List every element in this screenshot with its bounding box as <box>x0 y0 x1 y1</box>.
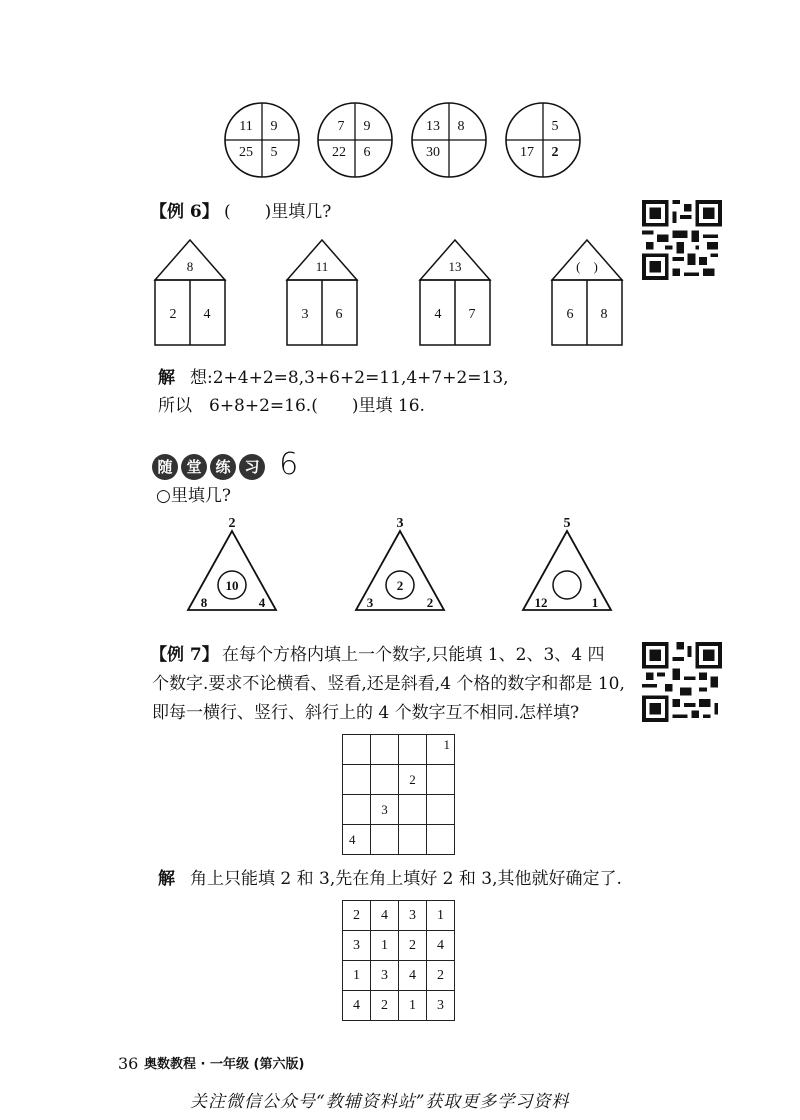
example-7-solution-label: 解 <box>158 869 175 889</box>
grid-cell <box>343 795 371 825</box>
practice-number: 6 <box>279 447 299 482</box>
answer-grid-cell: 2 <box>427 961 455 991</box>
house-4-right: 8 <box>600 307 608 322</box>
triangle-3 <box>523 516 611 610</box>
number-circles <box>0 95 800 185</box>
house-3-right: 7 <box>468 307 476 322</box>
grid-cell <box>343 735 371 765</box>
grid-cell <box>343 765 371 795</box>
triangle-1 <box>188 516 276 610</box>
triangle-3-br: 1 <box>591 595 599 610</box>
grid-cell <box>399 735 427 765</box>
grid-cell: 2 <box>399 765 427 795</box>
grid-cell: 4 <box>343 825 371 855</box>
answer-grid-cell: 4 <box>399 961 427 991</box>
circle-4-br: 2 <box>551 145 559 160</box>
triangle-2-bl: 3 <box>366 595 374 610</box>
grid-row <box>343 765 455 795</box>
grid-cell <box>371 765 399 795</box>
page-number: 36 <box>118 1054 139 1073</box>
answer-grid-cell: 1 <box>399 991 427 1021</box>
triangle-1-center: 10 <box>225 578 239 593</box>
answer-grid-cell: 4 <box>371 901 399 931</box>
house-2-left: 3 <box>301 307 309 322</box>
house-3-left: 4 <box>434 307 442 322</box>
answer-grid-cell: 3 <box>343 931 371 961</box>
answer-grid-row <box>343 991 455 1021</box>
circle-puzzle-1 <box>225 103 299 177</box>
grid-cell <box>427 765 455 795</box>
circle-1-tr: 9 <box>270 119 278 134</box>
practice-heading <box>152 447 299 482</box>
example-6-label: 【例 6】 <box>150 202 219 222</box>
circle-2-tr: 9 <box>363 119 371 134</box>
practice-badge-3: 练 <box>210 454 236 480</box>
circle-2-br: 6 <box>363 145 371 160</box>
house-1-left: 2 <box>169 307 177 322</box>
circle-1-br: 5 <box>270 145 278 160</box>
grid-row <box>343 795 455 825</box>
answer-grid-cell: 4 <box>343 991 371 1021</box>
example-6-solution-line2: 所以 6+8+2=16.( )里填 16. <box>158 396 425 416</box>
houses-figure <box>0 235 800 350</box>
answer-grid-cell: 1 <box>371 931 399 961</box>
circle-3-bl: 30 <box>426 145 440 160</box>
circle-1-bl: 25 <box>239 145 253 160</box>
book-title: 奥数教程 · 一年级 (第六版) <box>144 1057 305 1072</box>
example-6-solution-line1: 想:2+4+2=8,3+6+2=11,4+7+2=13, <box>190 368 509 388</box>
circle-puzzle-3 <box>412 103 486 177</box>
example-7-line2: 个数字.要求不论横看、竖看,还是斜看,4 个格的数字和都是 10, <box>152 674 625 694</box>
answer-grid-cell: 2 <box>343 901 371 931</box>
triangle-1-br: 4 <box>258 595 266 610</box>
grid-cell: 1 <box>427 735 455 765</box>
circle-puzzle-4 <box>506 103 580 177</box>
grid-cell <box>371 735 399 765</box>
example-7-solution: 角上只能填 2 和 3,先在角上填好 2 和 3,其他就好确定了. <box>190 869 622 889</box>
grid-row <box>343 735 455 765</box>
circle-1-tl: 11 <box>239 119 253 134</box>
answer-grid-cell: 2 <box>371 991 399 1021</box>
practice-badge-1: 随 <box>152 454 178 480</box>
house-2-roof: 11 <box>315 259 329 274</box>
practice-question: ○里填几? <box>156 486 231 506</box>
house-1-roof: 8 <box>186 259 194 274</box>
house-1-right: 4 <box>203 307 211 322</box>
example-6-solution-label: 解 <box>158 368 175 388</box>
house-2-right: 6 <box>335 307 343 322</box>
example-7-answer-grid <box>342 900 455 1021</box>
grid-cell: 3 <box>371 795 399 825</box>
triangle-1-top: 2 <box>228 516 236 531</box>
practice-badge-4: 习 <box>239 454 265 480</box>
triangle-2-top: 3 <box>396 516 404 531</box>
circle-4-tr: 5 <box>551 119 559 134</box>
triangle-3-bl: 12 <box>534 595 548 610</box>
example-6-question: ( )里填几? <box>224 202 332 222</box>
answer-grid-cell: 3 <box>427 991 455 1021</box>
circle-2-tl: 7 <box>337 119 345 134</box>
answer-grid-cell: 1 <box>427 901 455 931</box>
triangles-figure <box>0 515 800 615</box>
grid-cell <box>427 825 455 855</box>
practice-badge-2: 堂 <box>181 454 207 480</box>
example-7-grid <box>342 734 455 855</box>
grid-cell <box>399 795 427 825</box>
grid-cell <box>427 795 455 825</box>
grid-cell <box>371 825 399 855</box>
triangle-2-center: 2 <box>396 578 404 593</box>
triangle-1-bl: 8 <box>200 595 208 610</box>
answer-grid-cell: 1 <box>343 961 371 991</box>
house-3 <box>420 240 490 345</box>
circle-3-tl: 13 <box>426 119 440 134</box>
answer-grid-row <box>343 901 455 931</box>
circle-2-bl: 22 <box>332 145 346 160</box>
triangle-2 <box>356 516 444 610</box>
triangle-2-br: 2 <box>426 595 434 610</box>
example-7-line3: 即每一横行、竖行、斜行上的 4 个数字互不相同.怎样填? <box>152 703 580 723</box>
grid-row <box>343 825 455 855</box>
triangle-3-top: 5 <box>563 516 571 531</box>
answer-grid-cell: 3 <box>371 961 399 991</box>
answer-grid-cell: 3 <box>399 901 427 931</box>
house-4-left: 6 <box>566 307 574 322</box>
qr-code-2 <box>642 642 722 722</box>
watermark-text: 关注微信公众号“教辅资料站”获取更多学习资料 <box>190 1092 570 1112</box>
circle-4-bl: 17 <box>520 145 534 160</box>
example-7-line1: 在每个方格内填上一个数字,只能填 1、2、3、4 四 <box>222 645 605 665</box>
answer-grid-cell: 2 <box>399 931 427 961</box>
circle-3-tr: 8 <box>457 119 465 134</box>
answer-grid-row <box>343 931 455 961</box>
house-1 <box>155 240 225 345</box>
house-4 <box>552 240 622 345</box>
example-7-label: 【例 7】 <box>150 645 219 665</box>
circle-puzzle-2 <box>318 103 392 177</box>
house-3-roof: 13 <box>448 259 462 274</box>
house-4-roof: ( ) <box>576 259 598 274</box>
answer-grid-cell: 4 <box>427 931 455 961</box>
house-2 <box>287 240 357 345</box>
answer-grid-row <box>343 961 455 991</box>
grid-cell <box>399 825 427 855</box>
